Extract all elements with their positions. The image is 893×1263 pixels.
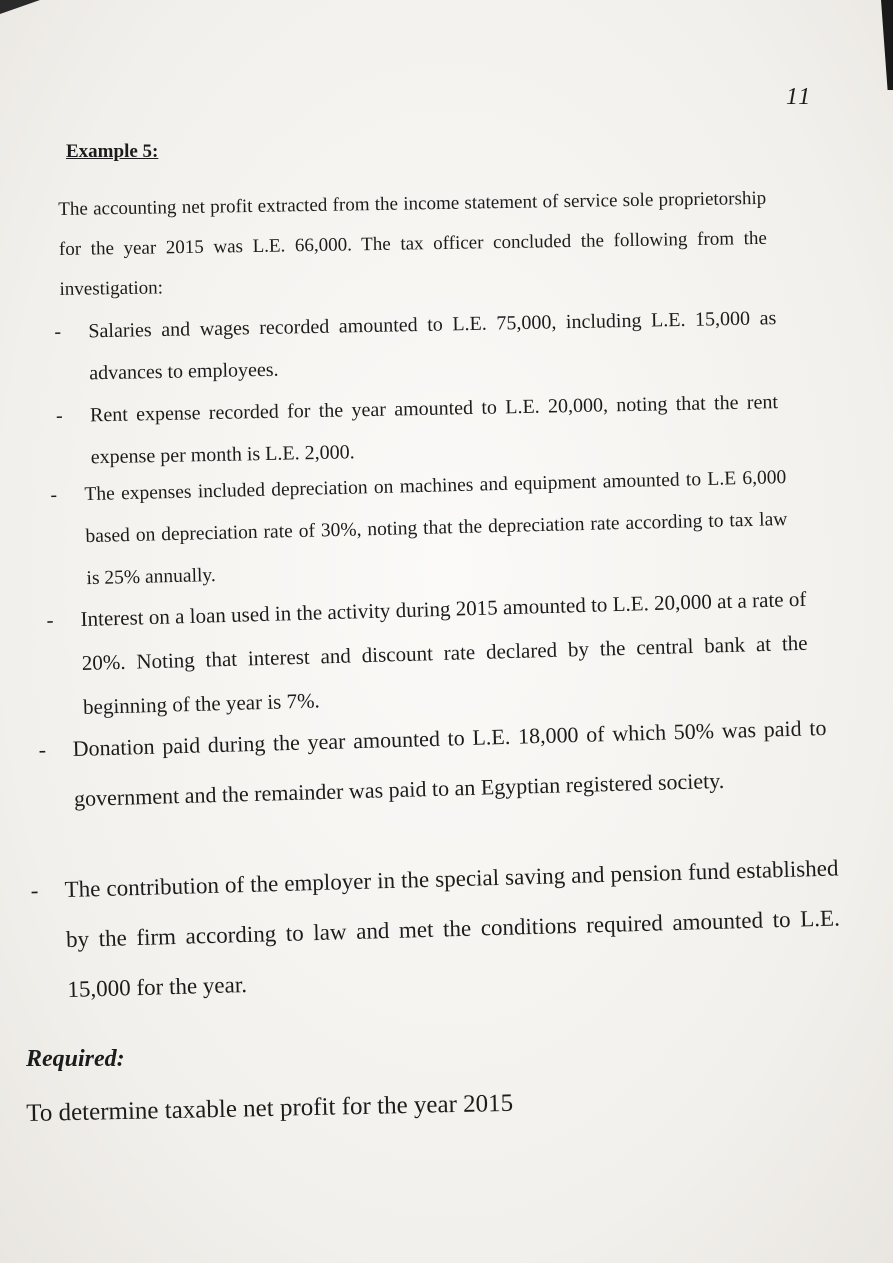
example-intro: The accounting net profit extracted from the income statement of service sole proprietorship for the year 2015 was L.E. 66,000. The tax officer concluded the following from the investigation:: [58, 187, 768, 300]
bullet-list: [54, 297, 779, 479]
example-title: Example 5:: [66, 141, 159, 162]
list-item-text: Rent expense recorded for the year amounted to L.E. 20,000, noting that the rent expense per month is L.E. 2,000.: [89, 391, 779, 469]
list-item-text: The contribution of the employer in the special saving and pension fund established by the firm according to law and met the conditions required amounted to L.E. 15,000 for the year.: [64, 855, 841, 1002]
bullet-dash: -: [30, 877, 39, 903]
required-task: To determine taxable net profit for the year 2015: [26, 1089, 514, 1127]
page-corner-shadow: [0, 0, 40, 14]
bullet-dash: -: [38, 736, 47, 762]
bullet-dash: -: [46, 607, 54, 632]
page-number: 11: [786, 84, 813, 110]
required-heading: Required:: [26, 1046, 125, 1072]
list-item-text: Donation paid during the year amounted to L.E. 18,000 of which 50% was paid to government and the remainder was paid to an Egyptian registered society.: [72, 714, 827, 812]
bullet-dash: -: [50, 484, 58, 506]
list-item-text: Interest on a loan used in the activity during 2015 amounted to L.E. 20,000 at a rate of 20%. Noting that interest and discount rate declared by the central bank at the beginning of the year is 7%.: [80, 586, 808, 720]
list-item-text: Salaries and wages recorded amounted to L.E. 75,000, including L.E. 15,000 as advances to employees.: [88, 307, 777, 385]
list-item: [30, 843, 842, 1016]
bullet-dash: -: [54, 320, 62, 343]
list-item: [54, 297, 777, 395]
list-item-text: The expenses included depreciation on machines and equipment amounted to L.E 6,000 based on depreciation rate of 30%, noting that the depreciation rate according to tax law is 25% annually.: [84, 467, 788, 590]
bullet-list: [30, 843, 842, 1016]
bullet-dash: -: [55, 404, 63, 427]
